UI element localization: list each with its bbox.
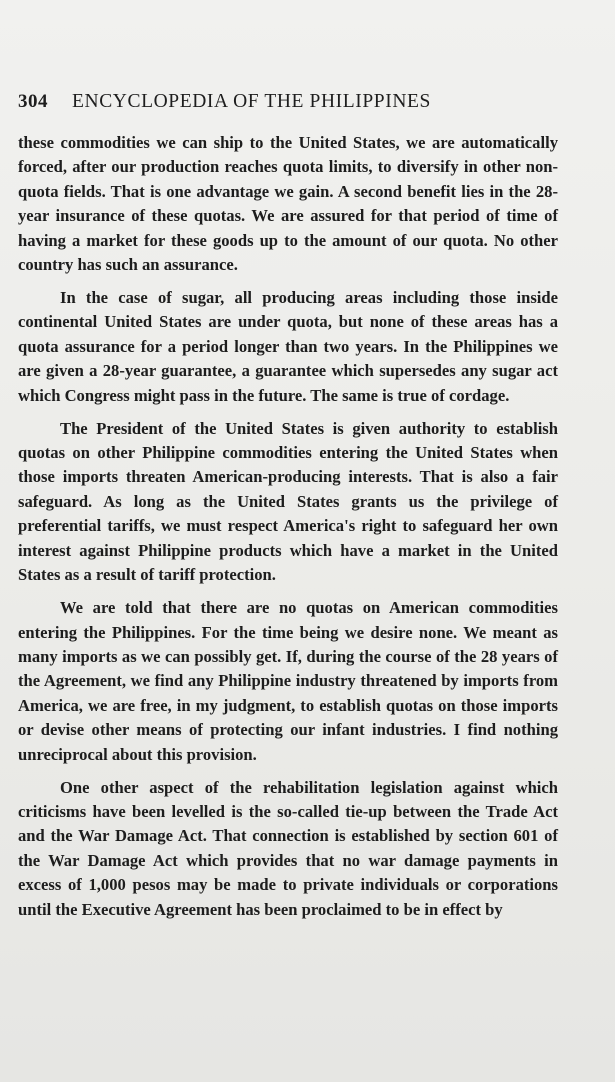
paragraph-4: We are told that there are no quotas on American commodities entering the Philippines. For the time being we desire none. We meant as many imports as we can possibly get. If, during the course of the 28 years of the Agreement, we find any Philippine industry threatened by imports from America, we are free, in my judgment, to establish quotas on those imports or devise other means of protecting our infant industries. I find nothing unreciprocal about this provision.	[18, 598, 558, 764]
paragraph-3: The President of the United States is given authority to establish quotas on other Philippine commodities entering the United States when those imports threaten American-producing interests. That is also a fair safeguard. As long as the United States grants us the privilege of preferential tariffs, we must respect America's right to safeguard her own interest against Philippine products which have a market in the United States as a result of tariff protection.	[18, 418, 558, 585]
paragraph-1: these commodities we can ship to the United States, we are automatically forced, after our production reaches quota limits, to diversify in other non-quota fields. That is one advantage we gain. A second benefit lies in the 28-year insurance of these quotas. We are assured for that period of time of having a market for these goods up to the amount of our quota. No other country has such an assurance.	[18, 133, 558, 275]
paragraph-2: In the case of sugar, all producing areas including those inside continental United States are under quota, but none of these areas has a quota assurance for a period longer than two years. In the Philippines we are given a 28-year guarantee, a guarantee which supersedes any sugar act which Congress might pass in the future. The same is true of cordage.	[18, 288, 558, 405]
paragraph-5: One other aspect of the rehabilitation legislation against which criticisms have been levelled is the so-called tie-up between the Trade Act and the War Damage Act. That connection is established by section 601 of the War Damage Act which provides that no war damage payments in excess of 1,000 pesos may be made to private individuals or corporations until the Executive Agreement has been proclaimed to be in effect by	[18, 777, 558, 919]
page-header	[18, 91, 578, 113]
running-title: ENCYCLOPEDIA OF THE PHILIPPINES	[72, 91, 431, 112]
body-text	[18, 131, 558, 931]
page-number: 304	[18, 91, 48, 112]
